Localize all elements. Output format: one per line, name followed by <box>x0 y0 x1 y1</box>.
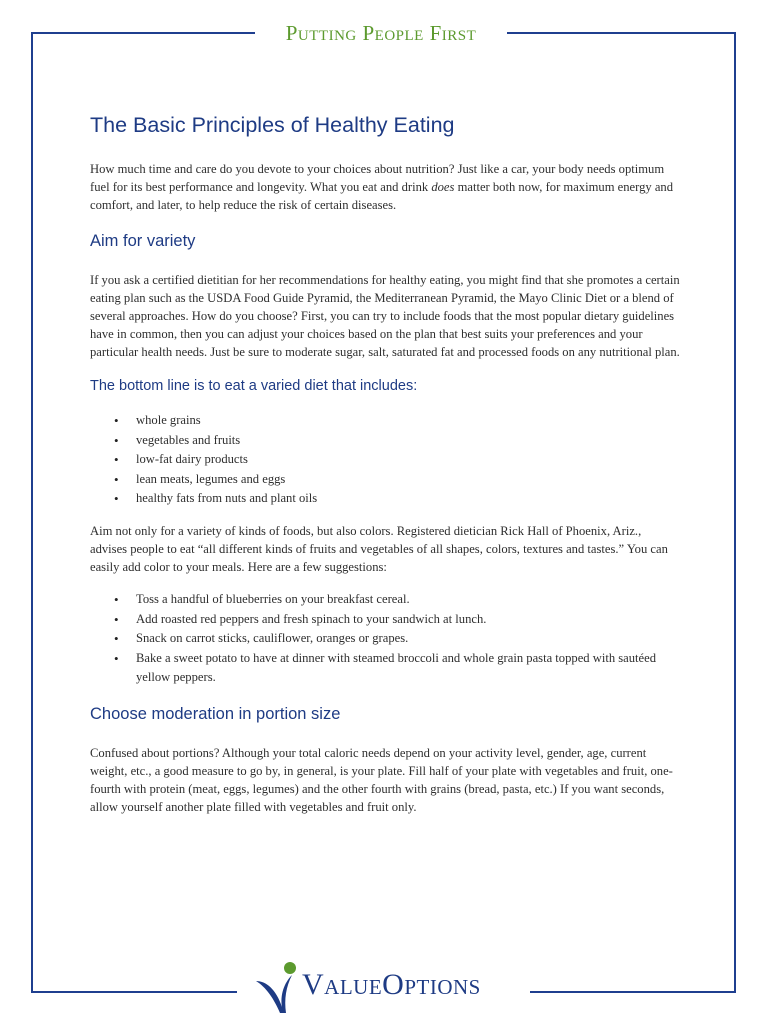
intro-paragraph <box>90 160 680 214</box>
section-heading-variety: Aim for variety <box>90 232 196 250</box>
variety-paragraph: If you ask a certified dietitian for her recommendations for healthy eating, you might find that she promotes a certain eating plan such as the USDA Food Guide Pyramid, the Mediterranean Pyramid, the Mayo Clinic Diet or a blend of several approaches. How do you choose? First, you can try to include foods that the most popular dietary guidelines have in common, then you can adjust your choices based on the plan that best suits your preferences and your particular health needs. Just be sure to moderate sugar, salt, saturated fat and processed foods on any nutritional plan. <box>90 273 680 359</box>
frame-top-border-right <box>507 32 736 34</box>
section-heading-portion: Choose moderation in portion size <box>90 704 341 723</box>
list-item: • Bake a sweet potato to have at dinner with steamed broccoli and whole grain pasta topped with sautéed yellow peppers. <box>136 649 680 688</box>
intro-emphasis: does <box>431 180 455 194</box>
frame-bottom-border-left <box>31 991 237 993</box>
frame-top-border-left <box>31 32 255 34</box>
logo-text: ValueOptions <box>302 968 481 1001</box>
page-title: The Basic Principles of Healthy Eating <box>90 113 455 137</box>
suggestions-list <box>90 590 680 688</box>
article-body <box>90 108 680 816</box>
list-item: • low-fat dairy products <box>136 450 680 470</box>
intro-text-start: How much time and care do you devote to your choices about nutrition? Just like a car, your body needs optimum fuel for its best performance and longevity. What you eat and drink <box>90 162 665 194</box>
portion-paragraph: Confused about portions? Although your total caloric needs depend on your activity level, gender, age, current weight, etc., a good measure to go by, in general, is your plate. Fill half of your plate with vegetables and fruit, one-fourth with protein (meat, eggs, legumes) and the other fourth with grains (bread, pasta, etc.) If you want seconds, allow yourself another plate filled with vegetables and fruit only. <box>90 745 673 814</box>
frame-right-border <box>734 32 736 993</box>
valueoptions-logo <box>250 955 522 1015</box>
list-item: • Snack on carrot sticks, cauliflower, oranges or grapes. <box>136 629 680 649</box>
list-item: • Toss a handful of blueberries on your breakfast cereal. <box>136 590 680 610</box>
list-item: • vegetables and fruits <box>136 431 680 451</box>
diet-subheading: The bottom line is to eat a varied diet that includes: <box>90 378 418 394</box>
list-item: • lean meats, legumes and eggs <box>136 470 680 490</box>
list-item: • healthy fats from nuts and plant oils <box>136 489 680 509</box>
intro-text-end: matter both now, for maximum energy and comfort, and later, to help reduce the risk of certain diseases. <box>90 180 674 212</box>
frame-bottom-border-right <box>530 991 736 993</box>
colors-paragraph: Aim not only for a variety of kinds of foods, but also colors. Registered dietician Rick Hall of Phoenix, Ariz., advises people to eat “all different kinds of fruits and vegetables of all shapes, colors, textures and tastes.” You can easily add color to your meals. Here are a few suggestions: <box>90 523 668 574</box>
frame-left-border <box>31 32 33 993</box>
diet-list <box>90 411 680 509</box>
list-item: • whole grains <box>136 411 680 431</box>
list-item: • Add roasted red peppers and fresh spinach to your sandwich at lunch. <box>136 610 680 630</box>
header-banner: Putting People First <box>285 21 477 45</box>
